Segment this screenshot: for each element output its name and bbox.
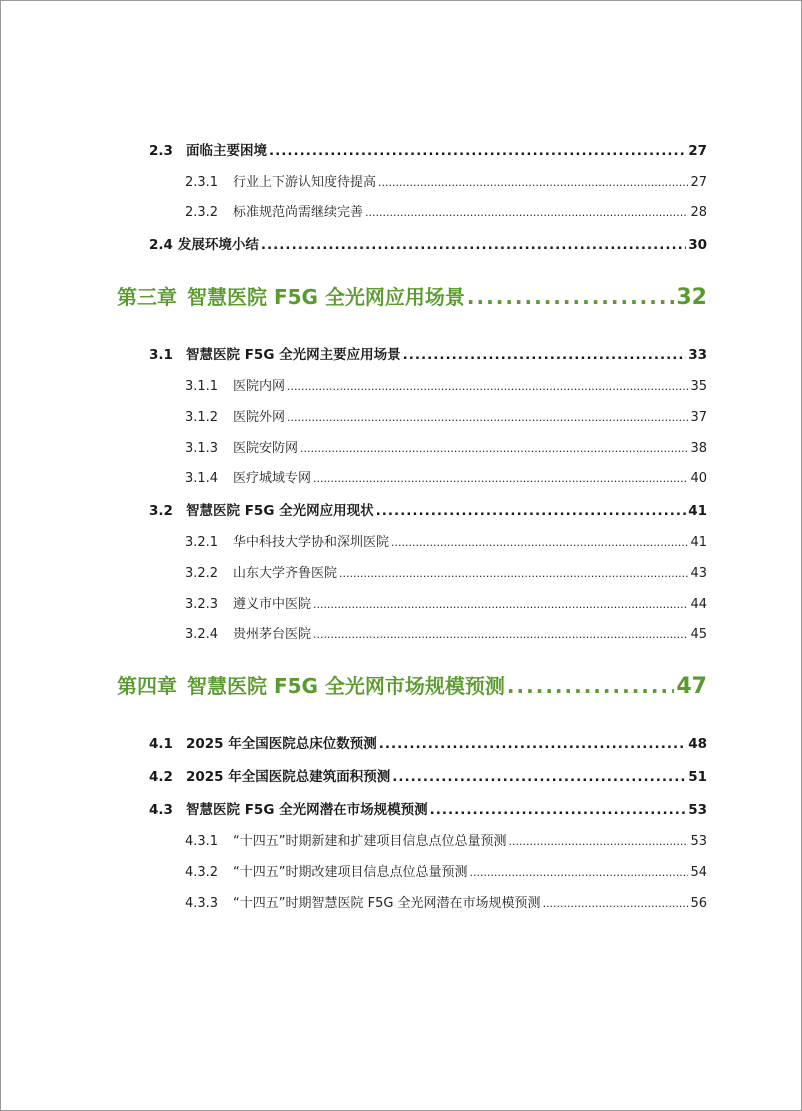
toc-entry-2-3-1[interactable]: [185, 171, 707, 191]
section-number: 2.3: [149, 143, 173, 159]
page-number: 51: [688, 769, 707, 785]
subsection-number: 3.1.1: [185, 379, 219, 394]
leader-dots: [379, 736, 686, 752]
section-title: 面临主要困境: [186, 143, 267, 159]
page-number: 41: [690, 535, 707, 550]
page-number: 35: [690, 379, 707, 394]
toc-entry-3-1[interactable]: [149, 343, 707, 363]
subsection-number: 3.2.4: [185, 627, 219, 642]
section-number: 4.2: [149, 769, 173, 785]
leader-dots: [339, 567, 688, 580]
leader-dots: [469, 866, 688, 879]
page-number: 53: [690, 834, 707, 849]
toc-entry-4-3-1[interactable]: [185, 830, 707, 850]
page-number: 40: [690, 471, 707, 486]
chapter-number: 第四章: [117, 674, 177, 698]
subsection-title: “十四五”时期改建项目信息点位总量预测: [233, 865, 468, 880]
subsection-number: 2.3.2: [185, 205, 219, 220]
toc-chapter-3[interactable]: [117, 281, 707, 311]
leader-dots: [365, 206, 688, 219]
leader-dots: [543, 897, 689, 910]
section-title: 2025 年全国医院总建筑面积预测: [186, 769, 391, 785]
subsection-title: 遵义市中医院: [233, 597, 312, 612]
subsection-title: 医疗城域专网: [233, 471, 312, 486]
toc-entry-2-3-2[interactable]: [185, 201, 707, 221]
chapter-number: 第三章: [117, 285, 177, 309]
page-number: 54: [690, 865, 707, 880]
subsection-number: 3.1.2: [185, 410, 219, 425]
toc-entry-4-3-3[interactable]: [185, 892, 707, 912]
toc-entry-3-1-4[interactable]: [185, 467, 707, 487]
page-number: 45: [690, 627, 707, 642]
toc-entry-4-3-2[interactable]: [185, 861, 707, 881]
leader-dots: [261, 237, 686, 253]
subsection-title: 医院外网: [233, 410, 286, 425]
page-number: 27: [688, 143, 707, 159]
chapter-title: 智慧医院 F5G 全光网应用场景: [187, 285, 465, 309]
leader-dots: [392, 769, 686, 785]
page-number: 48: [688, 736, 707, 752]
subsection-title: “十四五”时期智慧医院 F5G 全光网潜在市场规模预测: [233, 896, 541, 911]
toc-chapter-4[interactable]: [117, 670, 707, 700]
toc-entry-3-1-1[interactable]: [185, 375, 707, 395]
toc-entry-3-2-4[interactable]: [185, 623, 707, 643]
leader-dots: [287, 380, 688, 393]
subsection-number: 4.3.1: [185, 834, 219, 849]
section-title: 智慧医院 F5G 全光网应用现状: [186, 503, 374, 519]
subsection-title: 医院内网: [233, 379, 286, 394]
subsection-title: “十四五”时期新建和扩建项目信息点位总量预测: [233, 834, 507, 849]
leader-dots: [391, 536, 688, 549]
leader-dots: [507, 674, 674, 698]
subsection-number: 4.3.3: [185, 896, 219, 911]
page-number: 32: [676, 285, 707, 310]
leader-dots: [313, 628, 688, 641]
section-number: 4.3: [149, 802, 173, 818]
toc-entry-3-1-3[interactable]: [185, 437, 707, 457]
section-title: 2025 年全国医院总床位数预测: [186, 736, 377, 752]
section-title: 智慧医院 F5G 全光网潜在市场规模预测: [186, 802, 428, 818]
page-number: 43: [690, 566, 707, 581]
page-number: 30: [688, 237, 707, 253]
subsection-number: 3.2.1: [185, 535, 219, 550]
subsection-title: 医院安防网: [233, 441, 299, 456]
toc-entry-3-2-2[interactable]: [185, 562, 707, 582]
toc-entry-2-3[interactable]: [149, 139, 707, 159]
page-number: 41: [688, 503, 707, 519]
subsection-number: 3.1.4: [185, 471, 219, 486]
subsection-number: 3.2.2: [185, 566, 219, 581]
subsection-title: 标准规范尚需继续完善: [233, 205, 364, 220]
page-number: 27: [690, 175, 707, 190]
leader-dots: [508, 835, 688, 848]
subsection-number: 4.3.2: [185, 865, 219, 880]
page-number: 33: [688, 347, 707, 363]
section-number: 2.4: [149, 237, 173, 253]
leader-dots: [467, 285, 674, 309]
subsection-number: 2.3.1: [185, 175, 219, 190]
toc-entry-3-1-2[interactable]: [185, 406, 707, 426]
page-number: 56: [690, 896, 707, 911]
leader-dots: [430, 802, 687, 818]
leader-dots: [313, 472, 688, 485]
leader-dots: [313, 598, 688, 611]
page-number: 37: [690, 410, 707, 425]
toc-entry-3-2-1[interactable]: [185, 531, 707, 551]
subsection-title: 华中科技大学协和深圳医院: [233, 535, 390, 550]
toc-entry-4-3[interactable]: [149, 798, 707, 818]
leader-dots: [269, 143, 686, 159]
toc-entry-2-4[interactable]: [149, 233, 707, 253]
section-title: 智慧医院 F5G 全光网主要应用场景: [186, 347, 401, 363]
section-number: 3.2: [149, 503, 173, 519]
subsection-title: 山东大学齐鲁医院: [233, 566, 338, 581]
section-number: 3.1: [149, 347, 173, 363]
toc-entry-3-2[interactable]: [149, 499, 707, 519]
page-number: 44: [690, 597, 707, 612]
leader-dots: [378, 176, 688, 189]
leader-dots: [403, 347, 687, 363]
toc-entry-3-2-3[interactable]: [185, 593, 707, 613]
toc-entry-4-1[interactable]: [149, 732, 707, 752]
toc-entry-4-2[interactable]: [149, 765, 707, 785]
section-number: 4.1: [149, 736, 173, 752]
subsection-title: 行业上下游认知度待提高: [233, 175, 377, 190]
leader-dots: [300, 442, 688, 455]
leader-dots: [376, 503, 687, 519]
section-title: 发展环境小结: [177, 237, 259, 253]
subsection-number: 3.1.3: [185, 441, 219, 456]
chapter-title: 智慧医院 F5G 全光网市场规模预测: [187, 674, 505, 698]
page-number: 38: [690, 441, 707, 456]
leader-dots: [287, 411, 688, 424]
page-number: 28: [690, 205, 707, 220]
subsection-title: 贵州茅台医院: [233, 627, 312, 642]
page-number: 53: [688, 802, 707, 818]
page-number: 47: [676, 674, 707, 699]
subsection-number: 3.2.3: [185, 597, 219, 612]
